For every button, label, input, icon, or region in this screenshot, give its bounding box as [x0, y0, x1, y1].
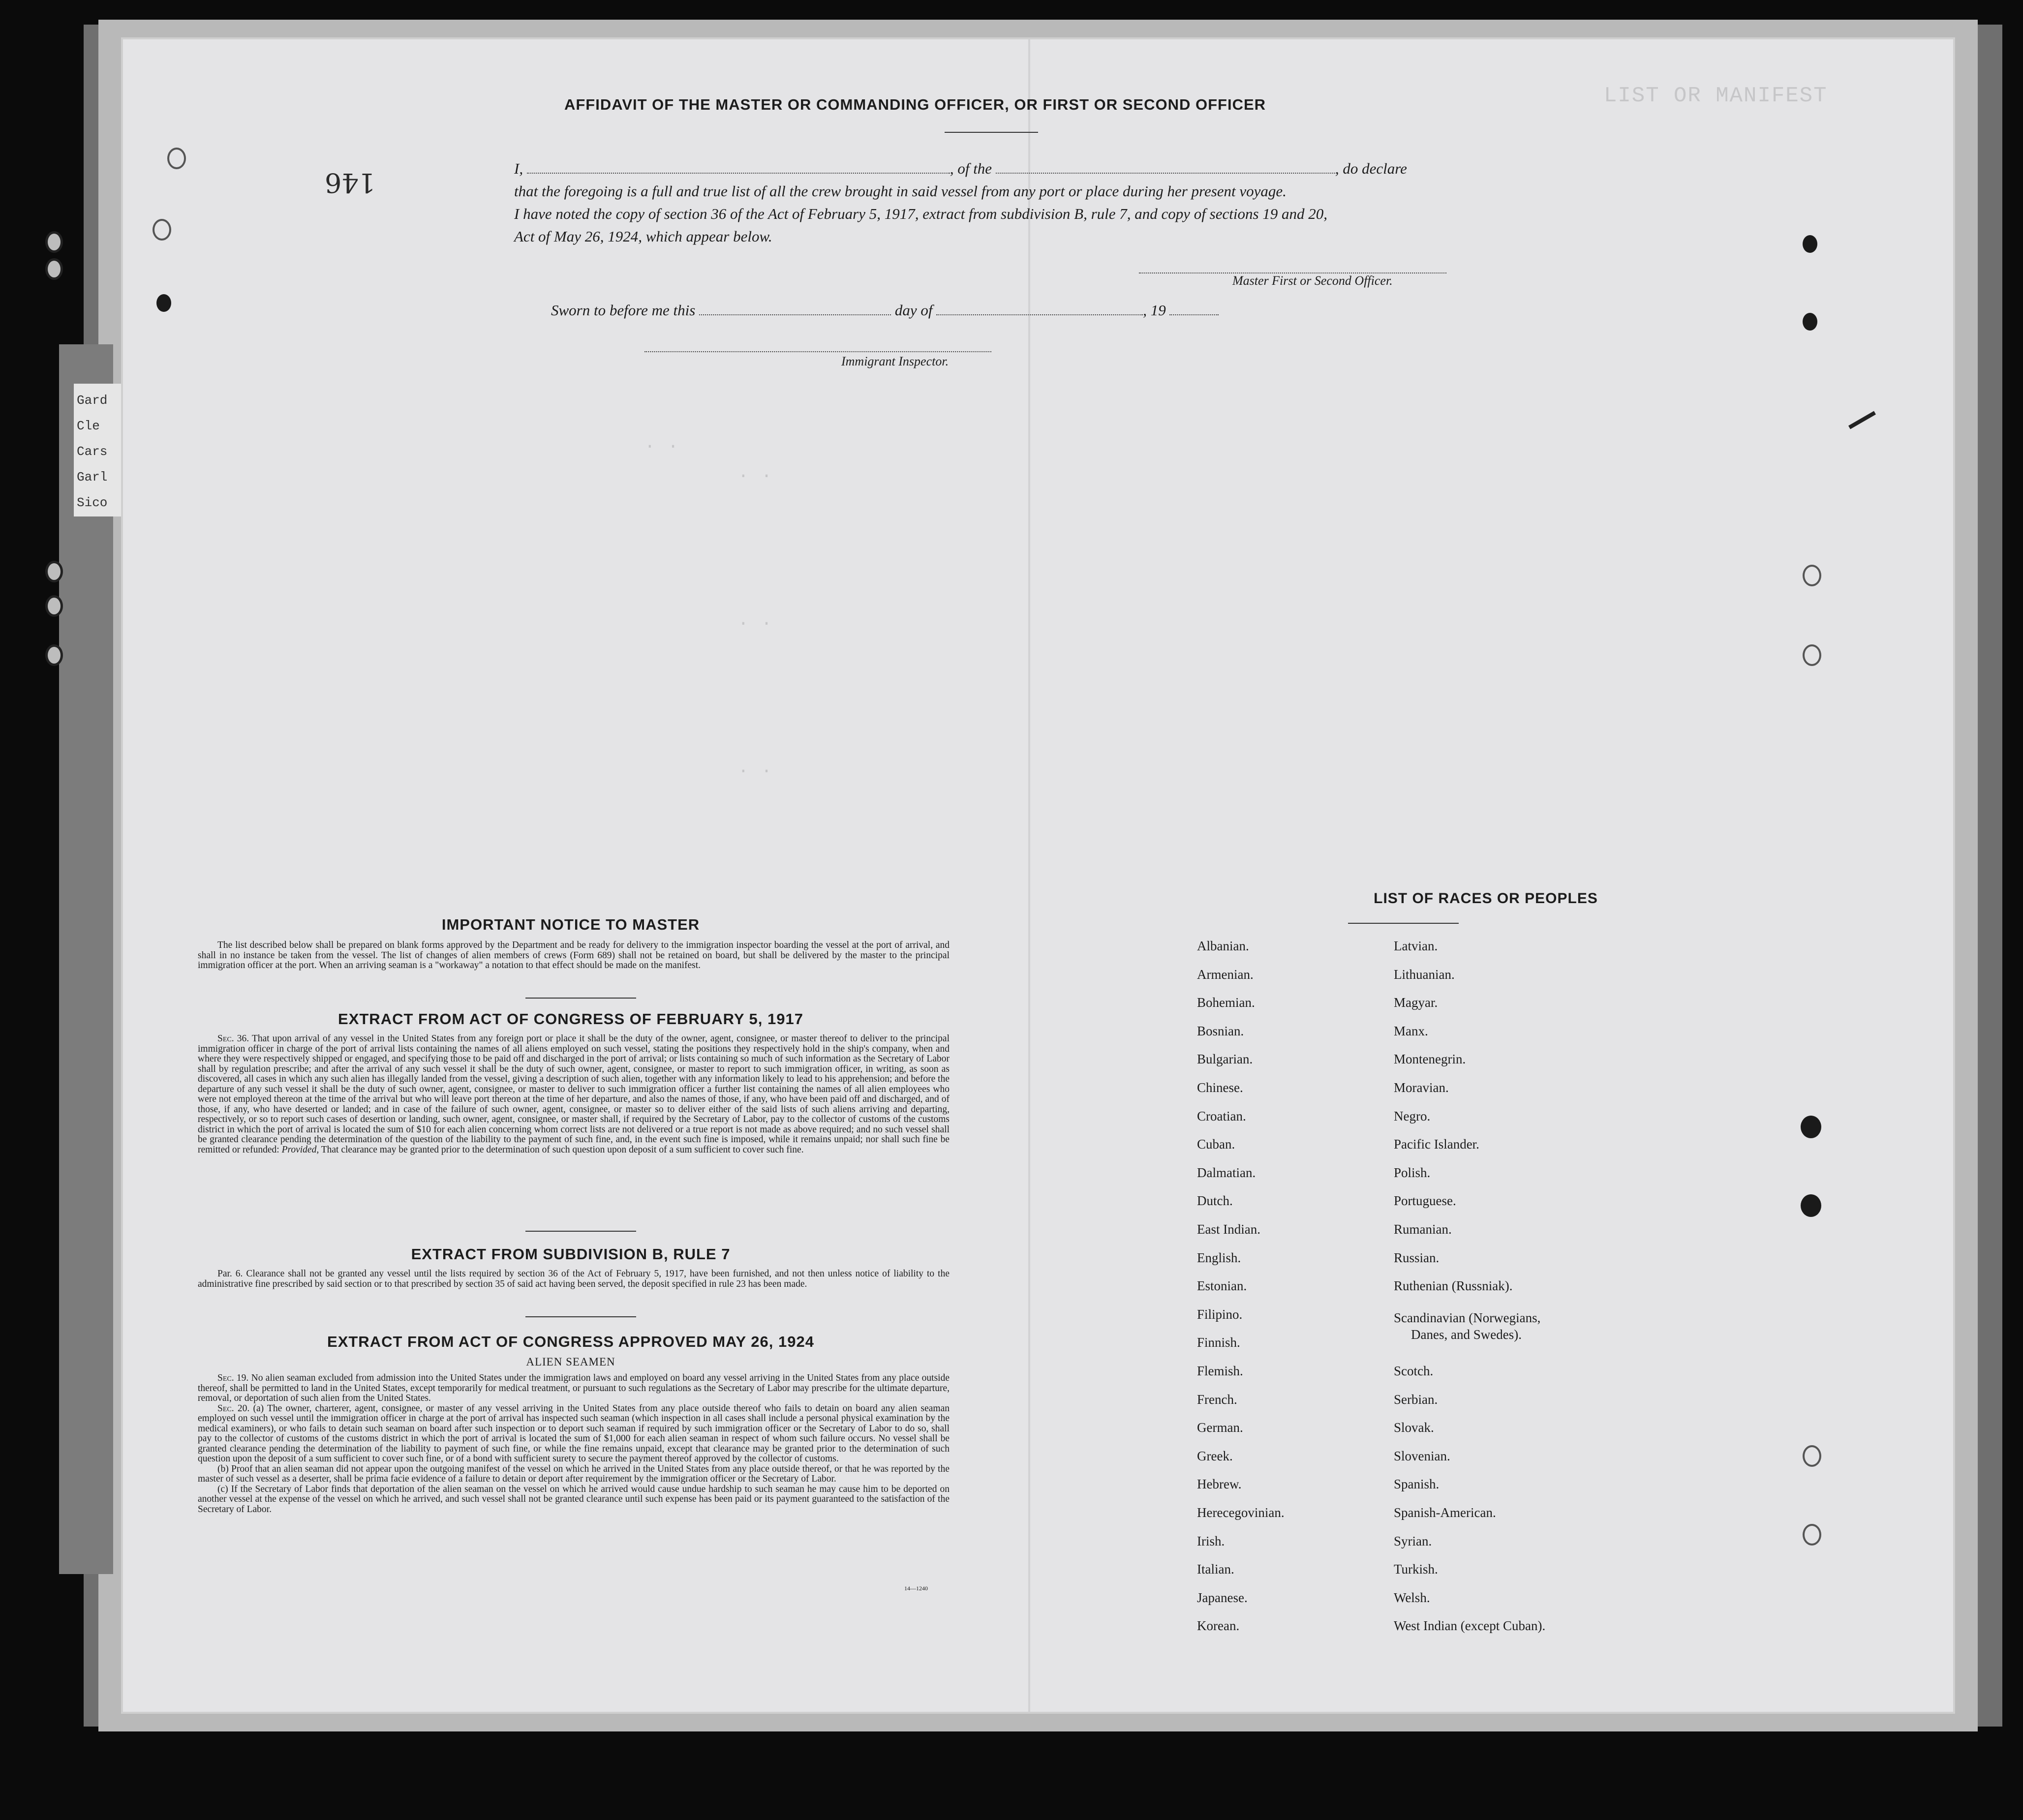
- punch-hole: [156, 294, 171, 312]
- inspector-signature-label: Immigrant Inspector.: [841, 354, 949, 368]
- sheet-edge: [59, 344, 113, 1574]
- punch-hole: [1803, 565, 1821, 586]
- sworn-month-blank[interactable]: [936, 303, 1143, 315]
- affidavit-title: AFFIDAVIT OF THE MASTER OR COMMANDING OFFICER, OR FIRST OR SECOND OFFICER: [564, 96, 1266, 113]
- notice-title: IMPORTANT NOTICE TO MASTER: [441, 916, 700, 933]
- affidavit-text: that the foregoing is a full and true list of all the crew brought in said vessel from any port or place during her present voyage.: [514, 182, 1287, 200]
- extract-1924-body: [198, 1373, 950, 1515]
- name-blank[interactable]: [527, 162, 950, 174]
- race-item: Chinese.: [1197, 1080, 1243, 1095]
- binder-hole: [45, 258, 63, 280]
- race-item: Hebrew.: [1197, 1477, 1242, 1491]
- sworn-text: , 19: [1143, 302, 1166, 319]
- affidavit-text: I have noted the copy of section 36 of the Act of February 5, 1917, extract from subdivision B, rule 7, and copy of sections 19 and 20,: [514, 205, 1328, 222]
- bleed-through-text: . .: [738, 610, 773, 630]
- race-item: Magyar.: [1394, 995, 1438, 1010]
- punch-hole: [1803, 1445, 1821, 1467]
- bleed-through-text: . .: [738, 758, 773, 778]
- race-item: Moravian.: [1394, 1080, 1449, 1095]
- extract-text: That upon arrival of any vessel in the United States from any foreign port or place it shall be the duty of the owner, agent, consignee, or master thereof to deliver to the principal immigration officer in charge of the port of arrival lists containing the names of all aliens employed on such vessel, stating the positions they respectively hold in the ship's company, when and where they were respectively shipped or engaged, and specifying those to be paid off and discharged in the port of arrival; or lists containing so much of such information as the Secretary of Labor shall by regulation prescribe; and after the arrival of any such vessel it shall be the duty of such owner, agent, consignee, or master to report to such immigration officer, in writing, as soon as discovered, all cases in which any such alien has illegally landed from the vessel, giving a description of such alien, together with any information likely to lead to his apprehension; and before the departure of any such vessel it shall be the duty of such owner, agent, consignee, or master to deliver to such immigration officer a further list containing the names of all alien employees who were not employed thereon at the time of the arrival but who will leave port thereon at the time of her departure, and also the names of those, if any, who have been paid off and discharged, and of those, if any, who have deserted or landed; and in case of the failure of such owner, agent, consignee, or master so to deliver either of the said lists of such aliens arriving and departing, respectively, or so to report such cases of desertion or landing, such owner, agent, consignee, or master shall, if required by the Secretary of Labor, pay to the collector of customs of the customs district in which the port of arrival is located the sum of $10 for each alien concerning whom correct lists are not delivered or a true report is not made as above required; and no such vessel shall be granted clearance pending the determination of the question of the liability to the payment of such fine, and, in the event such fine is imposed, while it remains unpaid; nor shall such fine be remitted or refunded:: [198, 1033, 950, 1155]
- extract-1924-title: EXTRACT FROM ACT OF CONGRESS APPROVED MAY 26, 1924: [327, 1333, 814, 1350]
- race-item: Syrian.: [1394, 1534, 1432, 1548]
- affidavit-text: , do declare: [1335, 160, 1407, 177]
- stub-text: Cle: [77, 419, 100, 433]
- punch-hole: [1803, 644, 1821, 666]
- divider: [1348, 923, 1459, 924]
- notice-text: The list described below shall be prepared on blank forms approved by the Department and be ready for delivery to the immigration inspector boarding the vessel at the port of arrival, and shall in no instance be taken from the vessel. The list of changes of alien members of crews (Form 689) shall not be retained on board, but shall be delivered by the master to the principal immigration officer at the port. When an arriving seaman is a "workaway" a notation to that effect should be made on the manifest.: [198, 940, 950, 971]
- stub-text: Cars: [77, 444, 108, 459]
- notice-body: [198, 940, 950, 971]
- punch-hole: [1803, 235, 1817, 253]
- race-item: Russian.: [1394, 1250, 1440, 1265]
- race-item: Slovak.: [1394, 1420, 1434, 1435]
- punch-hole: [1803, 313, 1817, 331]
- extract-1924-subtitle: ALIEN SEAMEN: [526, 1356, 615, 1368]
- race-item: German.: [1197, 1420, 1243, 1435]
- races-title: LIST OF RACES OR PEOPLES: [1374, 890, 1598, 907]
- section-label: Sec. 36.: [217, 1033, 249, 1044]
- punch-hole: [1801, 1116, 1821, 1138]
- page-fold: [1028, 39, 1030, 1712]
- race-item: Filipino.: [1197, 1307, 1243, 1322]
- section-label: Sec. 20.: [217, 1403, 250, 1414]
- race-item: Rumanian.: [1394, 1222, 1452, 1237]
- race-item: Dutch.: [1197, 1193, 1233, 1208]
- extract-text: Provided,: [281, 1144, 319, 1155]
- extract-1917-title: EXTRACT FROM ACT OF CONGRESS OF FEBRUARY 5, 1917: [338, 1010, 803, 1028]
- race-item: West Indian (except Cuban).: [1394, 1618, 1546, 1633]
- punch-hole: [1803, 1524, 1821, 1546]
- divider: [525, 1231, 636, 1232]
- race-item: Latvian.: [1394, 939, 1438, 953]
- race-item: Bosnian.: [1197, 1024, 1244, 1038]
- extract-text: (a) The owner, charterer, agent, consignee, or master of any vessel arriving in the United States from any place outside thereof who fails to detain on board any alien seaman employed on such vessel until the immigration officer in charge at the port of arrival has inspected such seaman (which inspection in all cases shall include a personal physical examination by the medical examiners), or who fails to detain such seaman on board after such inspection or to deport such seaman if required by such immigration officer or the Secretary of Labor to do so, shall pay to the collector of customs of the customs district in which the port of arrival is located the sum of $1,000 for each alien seaman in respect of whom such failure occurs. No vessel shall be granted clearance pending the determination of the liability to payment of such fine, or while the fine remains unpaid, except that clearance may be granted prior to the determination of such question upon the deposit of a sum sufficient to cover such fine, or of a bond with sufficient surety to secure the payment thereof approved by the collector of customs.: [198, 1403, 950, 1464]
- race-item: Korean.: [1197, 1618, 1240, 1633]
- sworn-text: day of: [894, 302, 933, 319]
- race-item: Italian.: [1197, 1562, 1234, 1577]
- race-item: Slovenian.: [1394, 1449, 1450, 1463]
- bleed-through-text: LIST OR MANIFEST: [1604, 84, 1828, 108]
- section-label: Sec. 19.: [217, 1373, 249, 1383]
- bleed-through-text: . .: [644, 433, 679, 453]
- vessel-blank[interactable]: [996, 162, 1335, 174]
- divider: [525, 1316, 636, 1317]
- race-item: Japanese.: [1197, 1590, 1248, 1605]
- race-item: Manx.: [1394, 1024, 1428, 1038]
- sworn-line: [551, 299, 1510, 322]
- race-item: Montenegrin.: [1394, 1052, 1466, 1066]
- race-item: East Indian.: [1197, 1222, 1260, 1237]
- affidavit-text: I,: [514, 160, 523, 177]
- inspector-signature-line[interactable]: [644, 340, 991, 352]
- sworn-year-blank[interactable]: [1169, 303, 1219, 315]
- race-item: Portuguese.: [1394, 1193, 1456, 1208]
- divider: [525, 998, 636, 999]
- race-item: Scotch.: [1394, 1364, 1434, 1378]
- divider: [945, 132, 1038, 133]
- punch-hole: [153, 219, 171, 241]
- race-item: Serbian.: [1394, 1392, 1438, 1407]
- race-item: Greek.: [1197, 1449, 1233, 1463]
- race-item: French.: [1197, 1392, 1237, 1407]
- master-signature-line[interactable]: [1139, 262, 1446, 273]
- underlying-sheet-stub: [74, 384, 128, 516]
- rule7-title: EXTRACT FROM SUBDIVISION B, RULE 7: [411, 1245, 731, 1263]
- punch-hole: [167, 148, 186, 169]
- race-item: Flemish.: [1197, 1364, 1243, 1378]
- extract-text: That clearance may be granted prior to the determination of such question upon deposit of a sum sufficient to cover such fine.: [321, 1144, 804, 1155]
- binder-hole: [45, 231, 63, 253]
- race-item: Cuban.: [1197, 1137, 1235, 1152]
- sworn-date-blank[interactable]: [699, 303, 891, 315]
- sworn-text: Sworn to before me this: [551, 302, 696, 319]
- race-item: Armenian.: [1197, 967, 1254, 982]
- extract-text: (b) Proof that an alien seaman did not appear upon the outgoing manifest of the vessel on which he arrived in the United States from any place outside thereof, or that he was reported by the master of such vessel as a deserter, shall be prima facie evidence of a failure to detain or deport after requirement by the immigration officer or the Secretary of Labor.: [198, 1463, 950, 1484]
- race-item: Herecegovinian.: [1197, 1505, 1285, 1520]
- affidavit-declaration-line: [514, 157, 1473, 180]
- race-item: Danes, and Swedes).: [1411, 1327, 1522, 1342]
- race-item: Bohemian.: [1197, 995, 1255, 1010]
- race-item: Spanish.: [1394, 1477, 1440, 1491]
- race-item: Albanian.: [1197, 939, 1249, 953]
- race-item: Dalmatian.: [1197, 1165, 1256, 1180]
- race-item: Spanish-American.: [1394, 1505, 1496, 1520]
- race-item: Negro.: [1394, 1109, 1431, 1123]
- rule7-body: [198, 1269, 950, 1289]
- race-item: Pacific Islander.: [1394, 1137, 1479, 1152]
- binder-hole: [45, 595, 63, 617]
- race-item: Irish.: [1197, 1534, 1225, 1548]
- race-item: Finnish.: [1197, 1335, 1240, 1350]
- page-number: 146: [325, 167, 376, 198]
- binder-hole: [45, 561, 63, 582]
- stub-text: Gard: [77, 393, 108, 408]
- race-item: Lithuanian.: [1394, 967, 1455, 982]
- race-item: Turkish.: [1394, 1562, 1438, 1577]
- race-item: Scandinavian (Norwegians,: [1394, 1310, 1541, 1325]
- stub-text: Garl: [77, 470, 108, 485]
- extract-text: (c) If the Secretary of Labor finds that deportation of the alien seaman on the vessel on which he arrived would cause undue hardship to such seaman he may cause him to be deported on another vessel at the expense of the vessel on which he arrived, and such vessel shall not be granted clearance until such expense has been paid or its payment guaranteed to the satisfaction of the Secretary of Labor.: [198, 1484, 950, 1515]
- race-item: Estonian.: [1197, 1278, 1247, 1293]
- race-item: Polish.: [1394, 1165, 1431, 1180]
- master-signature-label: Master First or Second Officer.: [1232, 273, 1393, 288]
- race-item: Welsh.: [1394, 1590, 1430, 1605]
- race-item: Bulgarian.: [1197, 1052, 1253, 1066]
- rule7-text: Par. 6. Clearance shall not be granted any vessel until the lists required by section 36 of the Act of February 5, 1917, have been furnished, and not then unless notice of liability to the administrative fine prescribed by said section or to that prescribed by section 35 of said act having been served, the deposit specified in rule 23 has been made.: [198, 1269, 950, 1289]
- binder-hole: [45, 644, 63, 666]
- race-item: Ruthenian (Russniak).: [1394, 1278, 1513, 1293]
- punch-hole: [1801, 1194, 1821, 1217]
- form-code: 14—1240: [904, 1585, 928, 1592]
- race-item: English.: [1197, 1250, 1241, 1265]
- affidavit-text: Act of May 26, 1924, which appear below.: [514, 228, 772, 245]
- extract-1917-body: [198, 1034, 950, 1155]
- extract-text: No alien seaman excluded from admission into the United States under the immigration laws and employed on board any vessel arriving in the United States from any place outside thereof, shall be permitted to land in the United States, except temporarily for medical treatment, or pursuant to such regulations as the Secretary of Labor may prescribe for the ultimate departure, removal, or deportation of such alien from the United States.: [198, 1373, 950, 1403]
- affidavit-text: , of the: [950, 160, 992, 177]
- race-item: Croatian.: [1197, 1109, 1246, 1123]
- stub-text: Sico: [77, 495, 108, 510]
- bleed-through-text: . .: [738, 462, 773, 483]
